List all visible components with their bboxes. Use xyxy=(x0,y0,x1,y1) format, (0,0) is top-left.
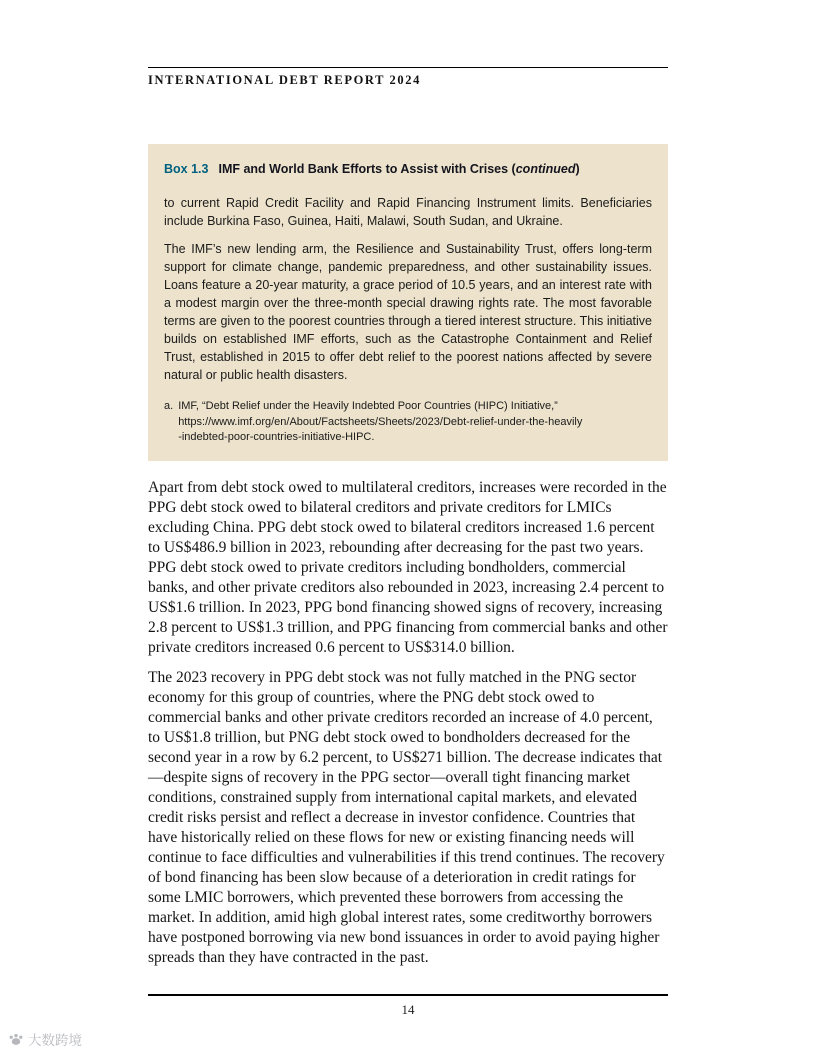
footnote-marker: a. xyxy=(164,400,174,412)
footnote-line: IMF, “Debt Relief under the Heavily Indebted Poor Countries (HIPC) Initiative,” xyxy=(178,400,558,412)
page-header xyxy=(148,67,668,88)
box-paragraph: to current Rapid Credit Facility and Rapid Financing Instrument limits. Beneficiaries include Burkina Faso, Guinea, Haiti, Malawi, South Sudan, and Ukraine. xyxy=(164,196,652,228)
footnote-url-line: -indebted-poor-countries-initiative-HIPC. xyxy=(178,431,375,443)
box-1-3 xyxy=(148,144,668,461)
box-label: Box 1.3 xyxy=(164,162,209,176)
page-number: 14 xyxy=(401,1002,415,1017)
footnote-text xyxy=(178,399,652,446)
box-title-text: IMF and World Bank Efforts to Assist with Crises ( xyxy=(218,162,516,176)
watermark-logo-icon xyxy=(8,1031,24,1047)
page-footer xyxy=(148,994,668,1018)
header-rule xyxy=(148,67,668,68)
box-paragraph: The IMF’s new lending arm, the Resilience and Sustainability Trust, offers long-term support for climate change, pandemic preparedness, and other sustainability issues. Loans feature a 20-year maturity, a grace period of 10.5 years, and an interest rate with a modest margin over the three-month special drawing rights rate. The most favorable terms are given to the poorest countries through a tiered interest structure. This initiative builds on established IMF efforts, such as the Catastrophe Containment and Relief Trust, established in 2015 to offer debt relief to the poorest nations affected by severe natural or public health disasters. xyxy=(164,242,652,382)
footnote-url-line: https://www.imf.org/en/About/Factsheets/Sheets/2023/Debt-relief-under-the-heavily xyxy=(178,415,583,428)
report-title: INTERNATIONAL DEBT REPORT 2024 xyxy=(148,73,421,87)
box-footnote xyxy=(164,399,652,446)
watermark xyxy=(8,1029,82,1049)
body-paragraph: The 2023 recovery in PPG debt stock was not fully matched in the PNG sector economy for this group of countries, where the PNG debt stock owed to commercial banks and other private creditors recorded an increase of 4.0 percent, to US$1.8 trillion, but PNG debt stock owed to bondholders decreased for the second year in a row by 6.2 percent, to US$271 billion. The decrease indicates that—despite signs of recovery in the PPG sector—overall tight financing market conditions, constrained supply from international capital markets, and elevated credit risks persist and reflect a decrease in investor confidence. Countries that have historically relied on these flows for new or existing financing needs will continue to face difficulties and vulnerabilities if this trend continues. The recovery of bond financing has been slow because of a deterioration in credit ratings for some LMIC borrowers, which prevented these borrowers from accessing the market. In addition, amid high global interest rates, some creditworthy borrowers have postponed borrowing via new bond issuances in order to avoid paying higher spreads than they have contracted in the past. xyxy=(148,668,665,966)
content-column xyxy=(148,0,668,978)
body-text xyxy=(148,478,668,968)
body-paragraph: Apart from debt stock owed to multilateral creditors, increases were recorded in the PPG debt stock owed to bilateral creditors and private creditors for LMICs excluding China. PPG debt stock owed to bilateral creditors increased 1.6 percent to US$486.9 billion in 2023, rebounding after decreasing for the past two years. PPG debt stock owed to private creditors including bondholders, commercial banks, and other private creditors also rebounded in 2023, increasing 2.4 percent to US$1.6 trillion. In 2023, PPG bond financing showed signs of recovery, increasing 2.8 percent to US$1.3 trillion, and PPG financing from commercial banks and other private creditors increased 0.6 percent to US$314.0 billion. xyxy=(148,478,668,656)
watermark-text: 大数跨境 xyxy=(28,1033,82,1048)
box-title-close-paren: ) xyxy=(575,162,580,176)
footer-rule xyxy=(148,994,668,996)
box-title-continued: continued xyxy=(515,162,576,176)
box-title xyxy=(164,161,652,178)
